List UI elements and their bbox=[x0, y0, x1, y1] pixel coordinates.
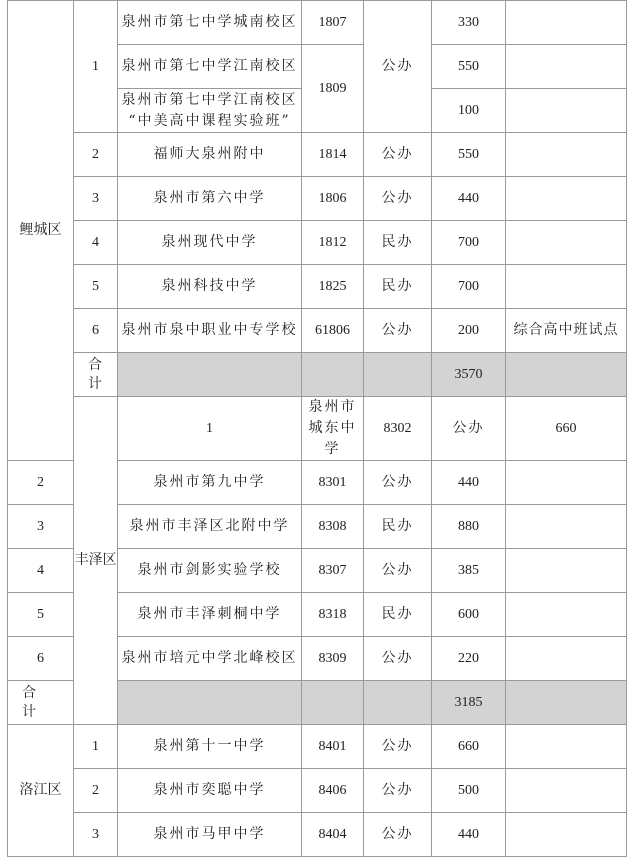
subtotal-label: 合计 bbox=[74, 353, 118, 397]
note bbox=[506, 177, 627, 221]
table-row bbox=[8, 221, 627, 265]
school-name: 泉州市泉中职业中专学校 bbox=[118, 309, 302, 353]
subtotal-row bbox=[8, 353, 627, 397]
table-row bbox=[8, 1, 627, 45]
row-index: 2 bbox=[74, 769, 118, 813]
school-code: 1812 bbox=[302, 221, 364, 265]
school-type: 公办 bbox=[432, 397, 506, 461]
row-index: 3 bbox=[8, 505, 74, 549]
note bbox=[506, 265, 627, 309]
row-index: 3 bbox=[74, 177, 118, 221]
quota: 700 bbox=[432, 265, 506, 309]
school-name: 泉州市第九中学 bbox=[118, 461, 302, 505]
school-name: 泉州市第七中学城南校区 bbox=[118, 1, 302, 45]
row-index: 3 bbox=[74, 813, 118, 857]
table-row bbox=[8, 813, 627, 857]
row-index: 6 bbox=[74, 309, 118, 353]
table-row bbox=[8, 133, 627, 177]
school-code: 8401 bbox=[302, 725, 364, 769]
note bbox=[506, 1, 627, 45]
row-index: 1 bbox=[118, 397, 302, 461]
school-type: 公办 bbox=[364, 769, 432, 813]
note bbox=[506, 769, 627, 813]
quota: 600 bbox=[432, 593, 506, 637]
subtotal-empty bbox=[118, 353, 302, 397]
school-type: 公办 bbox=[364, 1, 432, 133]
table-row bbox=[8, 265, 627, 309]
school-name-line: “中美高中课程实验班” bbox=[128, 112, 291, 129]
subtotal-value: 3185 bbox=[432, 681, 506, 725]
note bbox=[506, 505, 627, 549]
note bbox=[506, 549, 627, 593]
school-type: 民办 bbox=[364, 221, 432, 265]
subtotal-label: 合计 bbox=[8, 681, 74, 725]
row-index: 1 bbox=[74, 1, 118, 133]
school-code: 1825 bbox=[302, 265, 364, 309]
school-name bbox=[118, 89, 302, 133]
quota: 440 bbox=[432, 177, 506, 221]
note: 综合高中班试点 bbox=[506, 309, 627, 353]
school-name: 泉州市城东中学 bbox=[302, 397, 364, 461]
school-name: 泉州科技中学 bbox=[118, 265, 302, 309]
quota: 550 bbox=[432, 45, 506, 89]
quota: 700 bbox=[432, 221, 506, 265]
row-index: 5 bbox=[8, 593, 74, 637]
row-index: 2 bbox=[74, 133, 118, 177]
quota: 660 bbox=[432, 725, 506, 769]
quota: 500 bbox=[432, 769, 506, 813]
table-row bbox=[8, 177, 627, 221]
school-code: 8406 bbox=[302, 769, 364, 813]
row-index: 6 bbox=[8, 637, 74, 681]
school-code: 8404 bbox=[302, 813, 364, 857]
school-name: 泉州市奕聪中学 bbox=[118, 769, 302, 813]
note bbox=[506, 637, 627, 681]
school-name: 泉州市丰泽刺桐中学 bbox=[118, 593, 302, 637]
table-row bbox=[8, 397, 627, 461]
quota: 385 bbox=[432, 549, 506, 593]
school-type: 公办 bbox=[364, 309, 432, 353]
quota: 220 bbox=[432, 637, 506, 681]
school-name: 泉州现代中学 bbox=[118, 221, 302, 265]
school-code: 8318 bbox=[302, 593, 364, 637]
school-name: 泉州市剑影实验学校 bbox=[118, 549, 302, 593]
table-row bbox=[8, 769, 627, 813]
school-code: 1807 bbox=[302, 1, 364, 45]
school-type: 公办 bbox=[364, 177, 432, 221]
district-cell: 洛江区 bbox=[8, 725, 74, 857]
school-type: 公办 bbox=[364, 461, 432, 505]
school-name: 泉州第十一中学 bbox=[118, 725, 302, 769]
subtotal-empty bbox=[302, 353, 364, 397]
school-type: 公办 bbox=[364, 133, 432, 177]
quota: 330 bbox=[432, 1, 506, 45]
note bbox=[506, 45, 627, 89]
school-code: 61806 bbox=[302, 309, 364, 353]
school-code: 8301 bbox=[302, 461, 364, 505]
school-type: 公办 bbox=[364, 813, 432, 857]
school-code: 8302 bbox=[364, 397, 432, 461]
school-type: 民办 bbox=[364, 505, 432, 549]
quota: 440 bbox=[432, 813, 506, 857]
school-code: 8309 bbox=[302, 637, 364, 681]
school-name-line: 泉州市第七中学江南校区 bbox=[121, 91, 298, 108]
school-type: 民办 bbox=[364, 265, 432, 309]
school-name: 泉州市丰泽区北附中学 bbox=[118, 505, 302, 549]
note bbox=[506, 461, 627, 505]
quota: 880 bbox=[432, 505, 506, 549]
row-index: 4 bbox=[74, 221, 118, 265]
school-name: 泉州市培元中学北峰校区 bbox=[118, 637, 302, 681]
note bbox=[506, 133, 627, 177]
school-type: 民办 bbox=[364, 593, 432, 637]
school-code: 8308 bbox=[302, 505, 364, 549]
quota: 550 bbox=[432, 133, 506, 177]
row-index: 2 bbox=[8, 461, 74, 505]
district-cell: 鲤城区 bbox=[8, 1, 74, 461]
subtotal-empty bbox=[506, 353, 627, 397]
quota: 660 bbox=[506, 397, 627, 461]
table-row bbox=[8, 309, 627, 353]
school-code: 1814 bbox=[302, 133, 364, 177]
school-code: 8307 bbox=[302, 549, 364, 593]
row-index: 5 bbox=[74, 265, 118, 309]
note bbox=[506, 813, 627, 857]
school-name: 泉州市第六中学 bbox=[118, 177, 302, 221]
note bbox=[506, 593, 627, 637]
quota: 440 bbox=[432, 461, 506, 505]
table-row bbox=[8, 725, 627, 769]
school-code: 1806 bbox=[302, 177, 364, 221]
quota: 100 bbox=[432, 89, 506, 133]
school-type: 公办 bbox=[364, 725, 432, 769]
subtotal-value: 3570 bbox=[432, 353, 506, 397]
subtotal-empty bbox=[364, 353, 432, 397]
school-name: 泉州市马甲中学 bbox=[118, 813, 302, 857]
note bbox=[506, 725, 627, 769]
school-name: 福师大泉州附中 bbox=[118, 133, 302, 177]
school-type: 公办 bbox=[364, 549, 432, 593]
school-code: 1809 bbox=[302, 45, 364, 133]
quota: 200 bbox=[432, 309, 506, 353]
school-type: 公办 bbox=[364, 637, 432, 681]
subtotal-empty bbox=[506, 681, 627, 725]
subtotal-empty bbox=[364, 681, 432, 725]
district-cell: 丰泽区 bbox=[74, 397, 118, 725]
school-name: 泉州市第七中学江南校区 bbox=[118, 45, 302, 89]
row-index: 4 bbox=[8, 549, 74, 593]
subtotal-empty bbox=[302, 681, 364, 725]
enrollment-table bbox=[7, 0, 627, 857]
note bbox=[506, 89, 627, 133]
note bbox=[506, 221, 627, 265]
subtotal-empty bbox=[118, 681, 302, 725]
row-index: 1 bbox=[74, 725, 118, 769]
